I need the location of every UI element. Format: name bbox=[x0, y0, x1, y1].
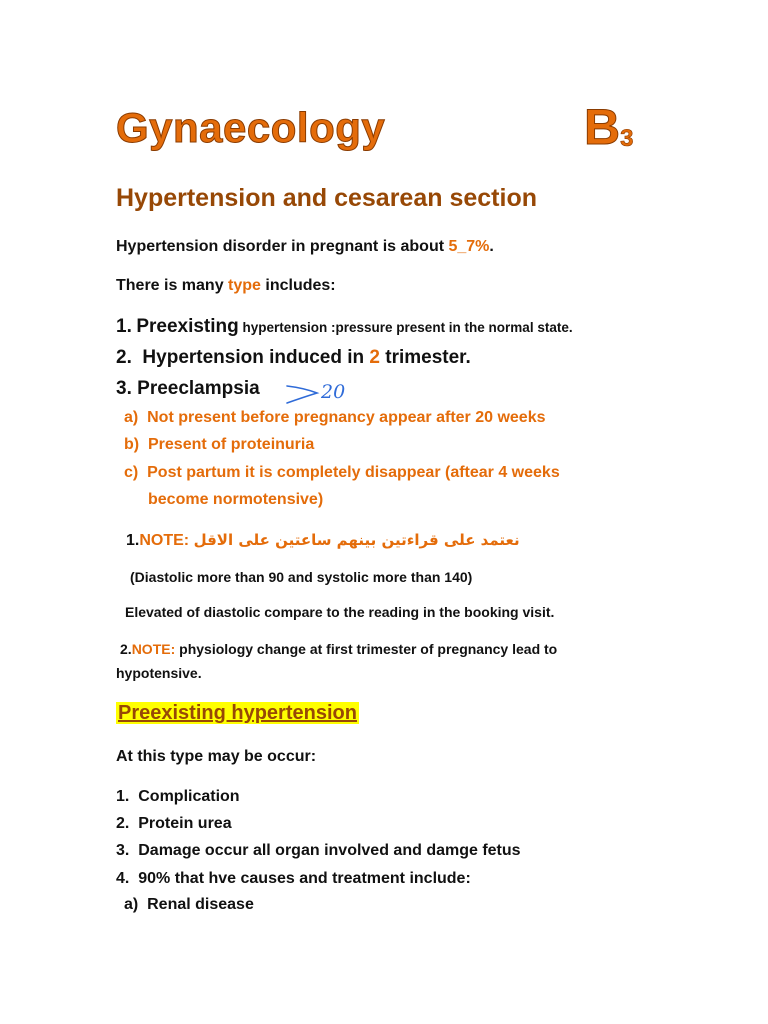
type-1-detail: hypertension :pressure present in the normal state. bbox=[238, 320, 573, 335]
preeclampsia-point-a bbox=[124, 409, 546, 427]
note-1-arabic: نعتمد على قراءتين بينهم ساعتين على الاقل bbox=[193, 531, 520, 549]
note-2-label: NOTE: bbox=[131, 641, 176, 657]
type-3-num: 3. bbox=[116, 378, 132, 399]
type-item-3 bbox=[116, 378, 260, 400]
grade-letter: B bbox=[584, 99, 621, 155]
section-2-heading bbox=[116, 702, 359, 725]
note-1-extra: Elevated of diastolic compare to the reading in the booking visit. bbox=[125, 604, 555, 620]
type-2-num: 2. bbox=[116, 347, 132, 368]
grade-number: 3 bbox=[620, 125, 634, 152]
type-2-pre: Hypertension induced in bbox=[142, 347, 370, 368]
item-2-text: Protein urea bbox=[138, 815, 232, 832]
item-2-num: 2. bbox=[116, 815, 130, 832]
type-2-post: trimester. bbox=[379, 347, 471, 368]
note-1-detail: (Diastolic more than 90 and systolic more than 140) bbox=[130, 569, 473, 585]
note-2-num: 2. bbox=[120, 641, 132, 657]
item-4-text: 90% that hve causes and treatment include: bbox=[138, 870, 471, 887]
section-2-item-a bbox=[124, 896, 254, 914]
preeclampsia-point-c bbox=[124, 464, 560, 482]
point-b-marker: b) bbox=[124, 436, 140, 453]
item-1-text: Complication bbox=[138, 788, 240, 805]
item-3-text: Damage occur all organ involved and damge fetus bbox=[138, 842, 521, 859]
type-item-1 bbox=[116, 316, 573, 338]
item-a-marker: a) bbox=[124, 896, 139, 913]
preeclampsia-point-c-cont bbox=[148, 491, 323, 509]
section-2-item-2 bbox=[116, 815, 232, 833]
section-2-title: Preexisting hypertension bbox=[118, 702, 357, 724]
section-2-intro: At this type may be occur: bbox=[116, 748, 317, 765]
item-a-text: Renal disease bbox=[147, 896, 254, 913]
note-2-text: physiology change at first trimester of pregnancy lead to bbox=[175, 641, 558, 657]
preeclampsia-point-b bbox=[124, 436, 314, 454]
page-title: Gynaecology bbox=[116, 104, 386, 151]
item-4-num: 4. bbox=[116, 870, 130, 887]
intro-end: . bbox=[489, 238, 494, 255]
item-3-num: 3. bbox=[116, 842, 130, 859]
grade-label bbox=[584, 98, 633, 156]
types-pre: There is many bbox=[116, 277, 229, 294]
type-1-num: 1. bbox=[116, 316, 132, 337]
point-a-text: Not present before pregnancy appear after 20 weeks bbox=[147, 409, 546, 426]
point-c-marker: c) bbox=[124, 464, 139, 481]
point-c-text: Post partum it is completely disappear (aftear 4 weeks bbox=[147, 464, 560, 481]
types-highlight: type bbox=[228, 277, 261, 294]
section-2-item-3 bbox=[116, 842, 521, 860]
note-1-label: NOTE: bbox=[139, 532, 190, 549]
point-b-text: Present of proteinuria bbox=[148, 436, 315, 453]
note-2 bbox=[120, 641, 557, 657]
type-item-2 bbox=[116, 347, 471, 369]
types-post: includes: bbox=[260, 277, 336, 294]
annotation-text: 20 bbox=[321, 381, 346, 403]
handwritten-annotation bbox=[284, 378, 364, 406]
intro-line bbox=[116, 238, 494, 256]
point-a-marker: a) bbox=[124, 409, 139, 426]
section-2-item-4 bbox=[116, 870, 471, 888]
point-c-cont-text: become normotensive) bbox=[148, 491, 324, 508]
item-1-num: 1. bbox=[116, 788, 130, 805]
intro-value: 5_7% bbox=[448, 238, 490, 255]
intro-text: Hypertension disorder in pregnant is about bbox=[116, 238, 449, 255]
note-1-num: 1. bbox=[126, 532, 140, 549]
type-1-main: Preexisting bbox=[136, 316, 239, 337]
note-2-cont: hypotensive. bbox=[116, 665, 202, 681]
section-2-item-1 bbox=[116, 788, 240, 806]
note-1 bbox=[126, 531, 520, 550]
type-2-highlight: 2 bbox=[369, 347, 380, 368]
section-heading: Hypertension and cesarean section bbox=[116, 184, 537, 212]
types-line bbox=[116, 277, 336, 295]
type-3-main: Preeclampsia bbox=[137, 378, 260, 399]
